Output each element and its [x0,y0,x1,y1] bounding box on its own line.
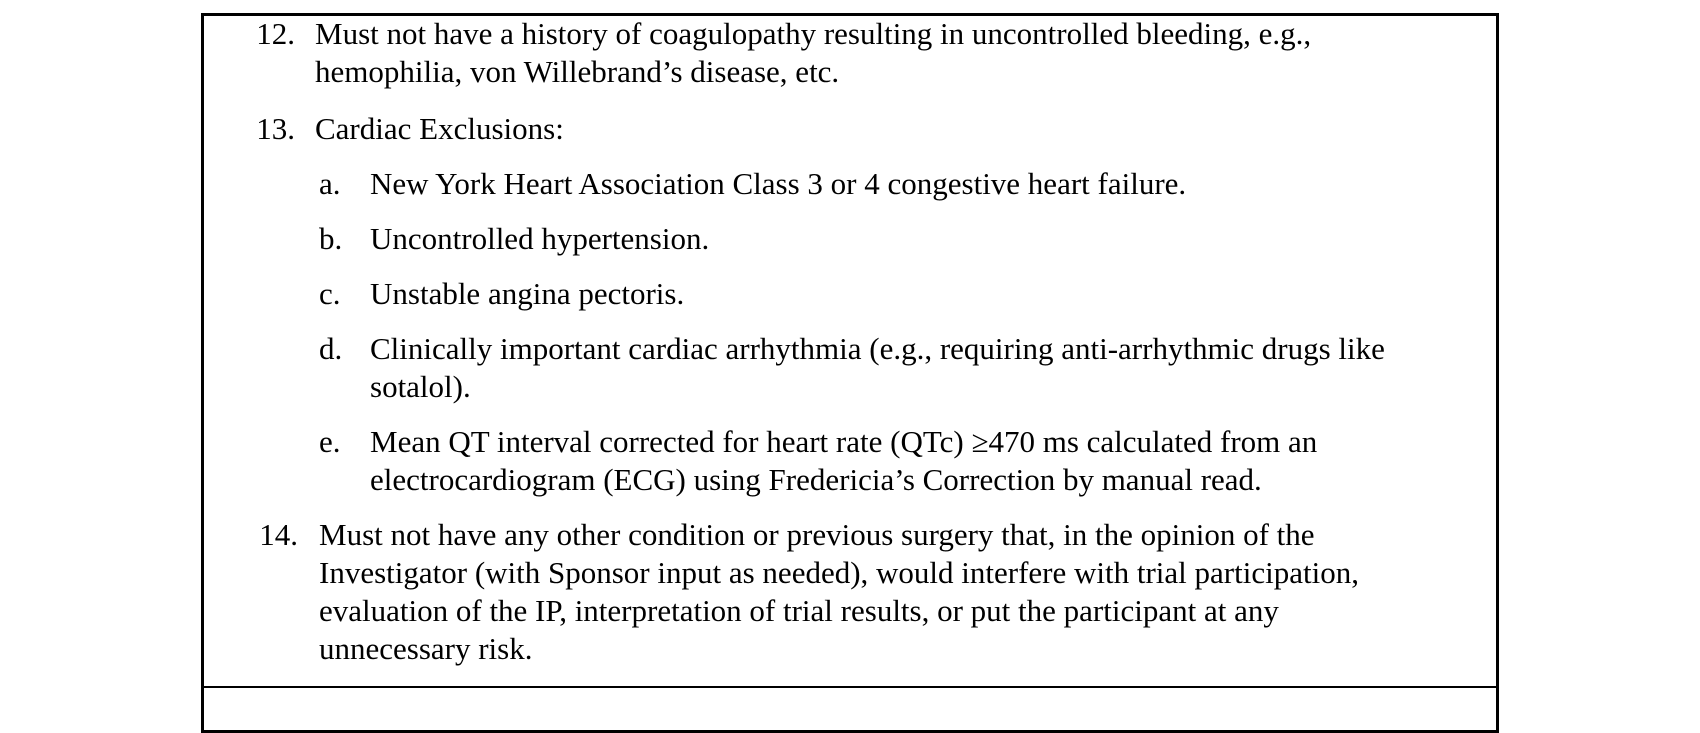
subcriterion-text-line: Uncontrolled hypertension. [370,221,710,256]
table-divider [201,686,1499,688]
subcriterion-letter: e. [319,424,341,459]
subcriterion-text-line: Unstable angina pectoris. [370,276,685,311]
criterion-text-line: unnecessary risk. [319,631,533,666]
subcriterion-text-line: New York Heart Association Class 3 or 4 congestive heart failure. [370,166,1187,201]
criterion-text-line: hemophilia, von Willebrand’s disease, etc. [315,54,840,89]
subcriterion-text-line: Clinically important cardiac arrhythmia (e.g., requiring anti-arrhythmic drugs like [370,331,1385,366]
subcriterion-letter: a. [319,166,341,201]
subcriterion-letter: d. [319,331,343,366]
criterion-text-line: Investigator (with Sponsor input as needed), would interfere with trial participation, [319,555,1359,590]
criterion-text-line: Must not have a history of coagulopathy resulting in uncontrolled bleeding, e.g., [315,16,1312,51]
subcriterion-letter: c. [319,276,341,311]
subcriterion-text-line: electrocardiogram (ECG) using Fredericia’s Correction by manual read. [370,462,1262,497]
criterion-text-line: Must not have any other condition or previous surgery that, in the opinion of the [319,517,1315,552]
subcriterion-text-line: Mean QT interval corrected for heart rate (QTc) ≥470 ms calculated from an [370,424,1318,459]
subcriterion-text-line: sotalol). [370,369,471,404]
subcriterion-letter: b. [319,221,343,256]
criterion-text-line: Cardiac Exclusions: [315,111,564,146]
criterion-text-line: evaluation of the IP, interpretation of trial results, or put the participant at any [319,593,1279,628]
criterion-number: 13. [256,111,295,146]
criterion-number: 14. [259,517,298,552]
criterion-number: 12. [256,16,295,51]
